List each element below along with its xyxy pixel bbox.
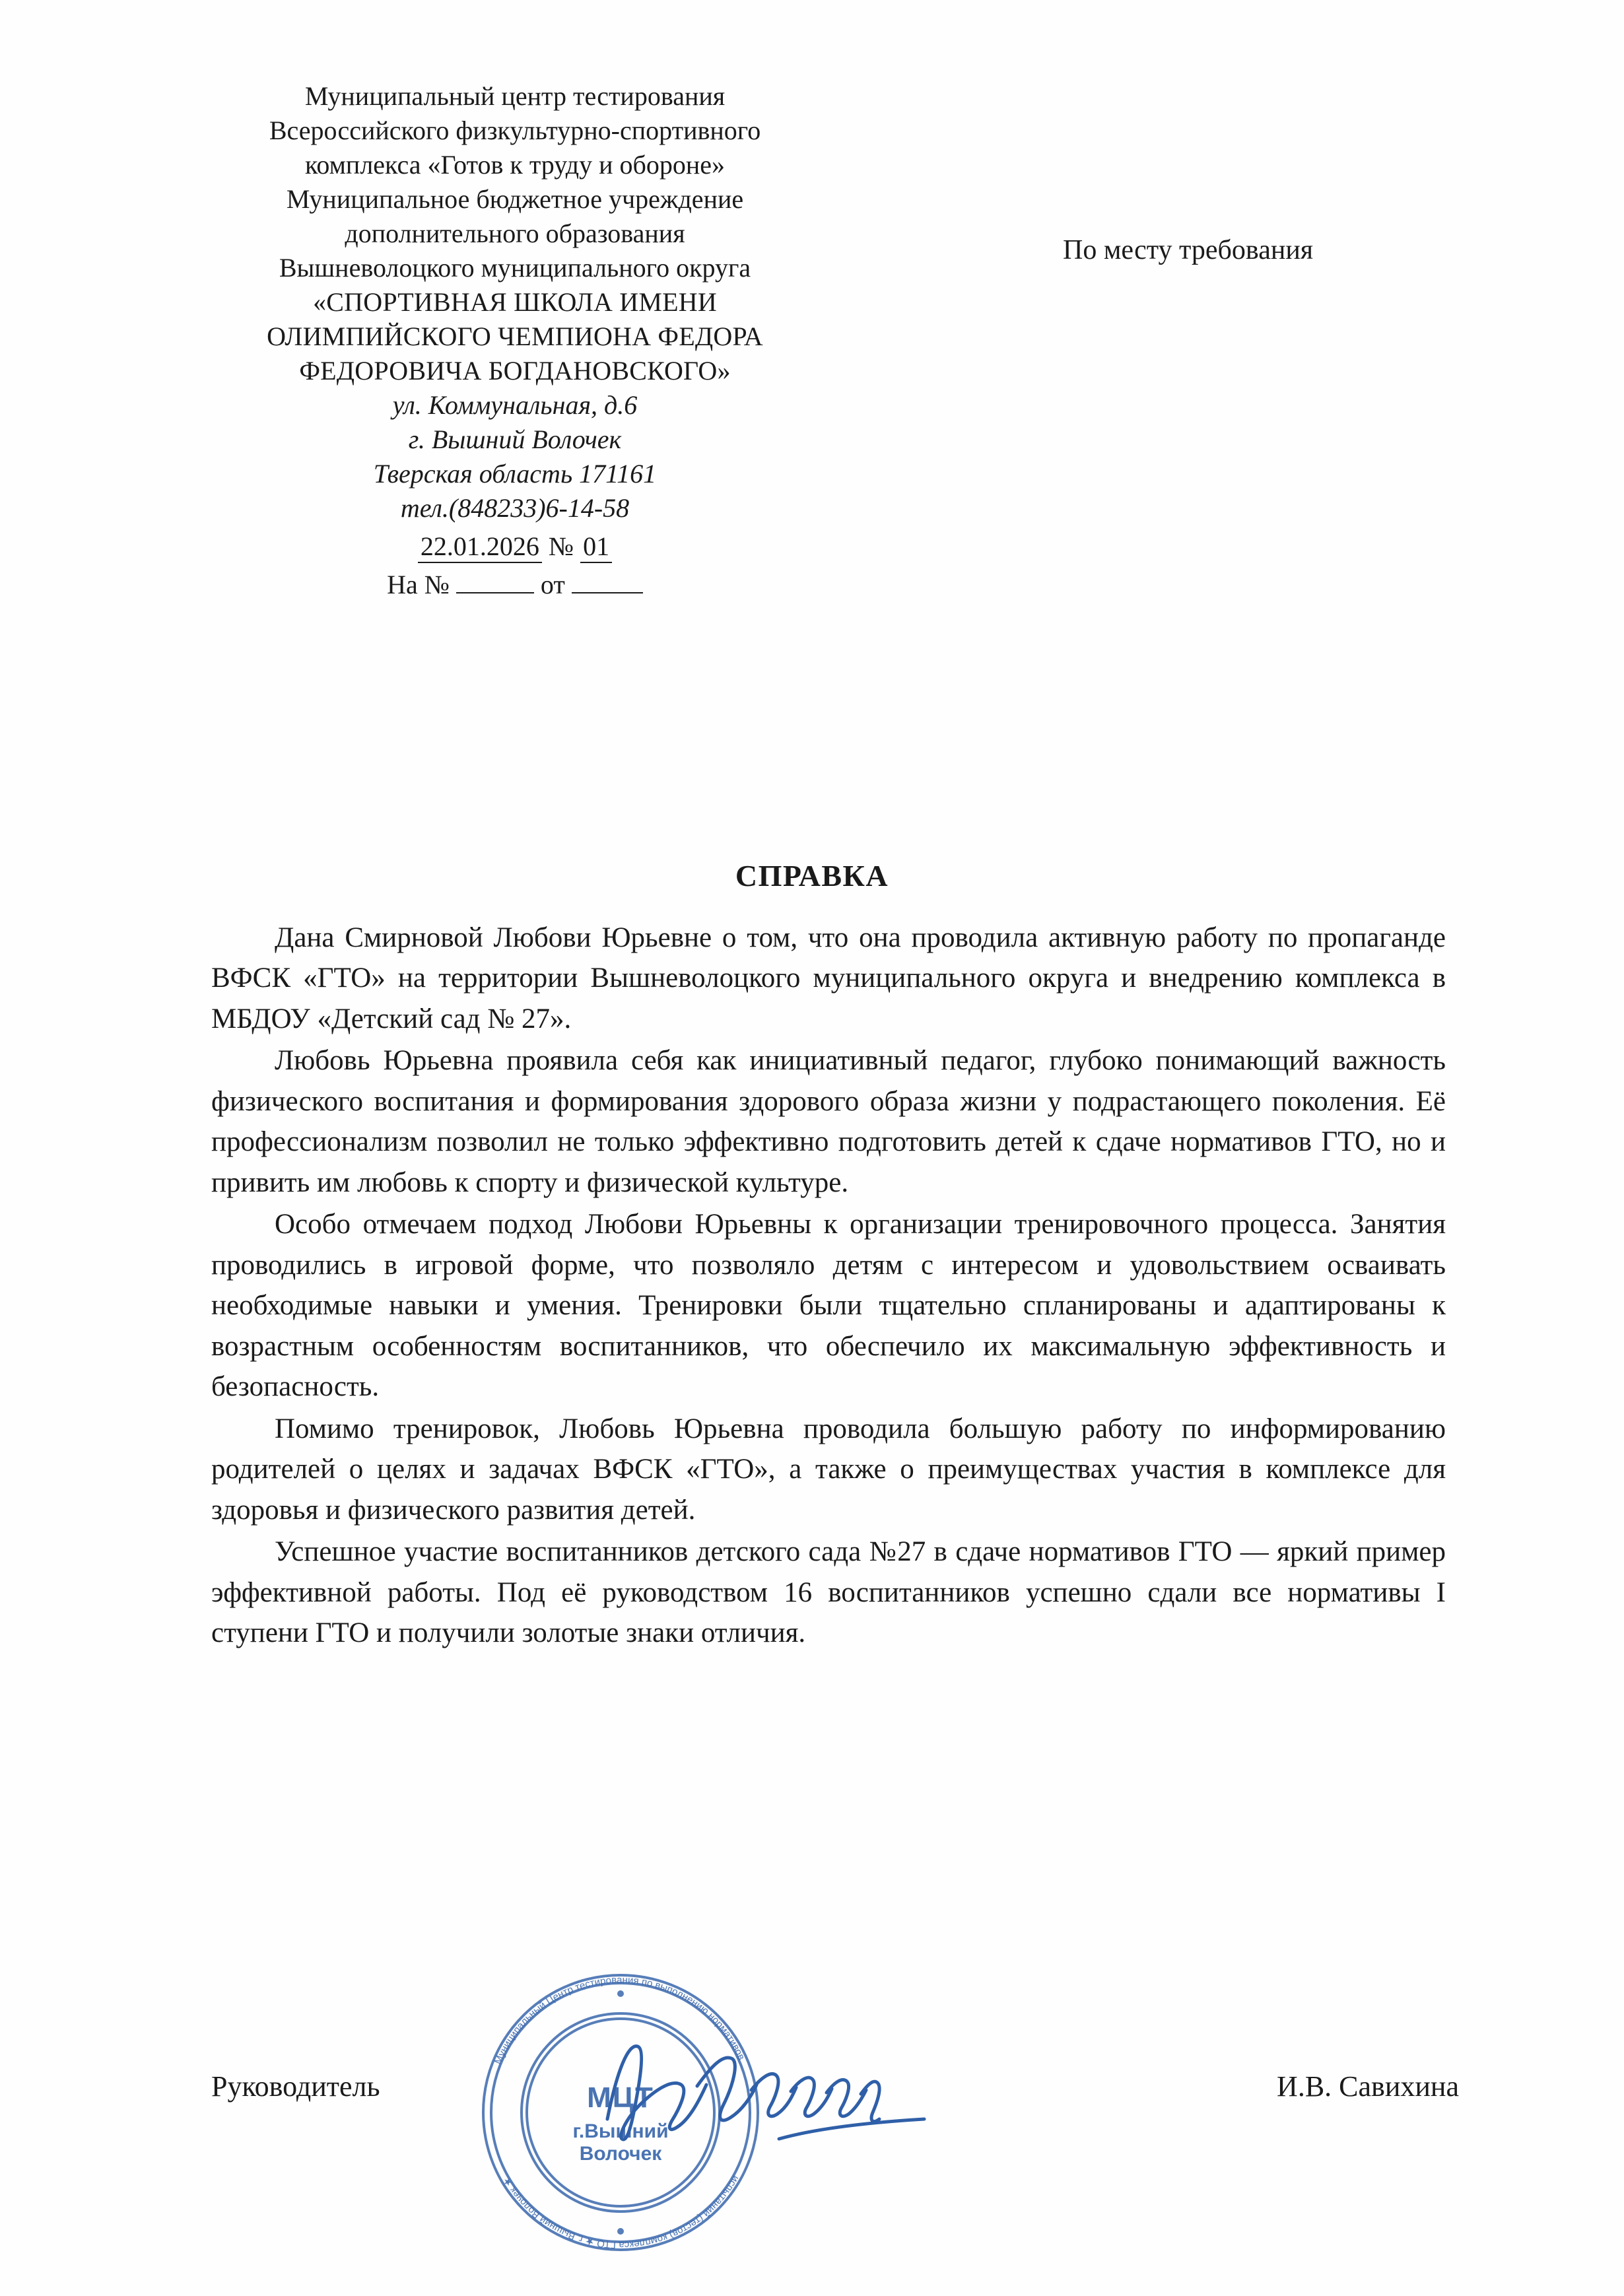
document-number: 01	[580, 531, 612, 563]
svg-text:МЦТ: МЦТ	[587, 2081, 654, 2114]
handwritten-signature	[581, 2007, 951, 2178]
letterhead-line-6: Вышневолоцкого муниципального округа	[279, 253, 751, 283]
letterhead-line-8: ОЛИМПИЙСКОГО ЧЕМПИОНА ФЕДОРА	[267, 321, 763, 351]
address-region: Тверская область 171161	[373, 459, 657, 489]
addressee: По месту требования	[1063, 235, 1314, 265]
reply-reference-row	[198, 568, 832, 602]
address-phone: тел.(848233)6-14-58	[400, 493, 630, 523]
letterhead-line-7: «СПОРТИВНАЯ ШКОЛА ИМЕНИ	[313, 287, 717, 317]
document-body	[211, 918, 1446, 1655]
reply-number-label: На №	[387, 570, 450, 599]
reply-date-blank	[572, 592, 643, 593]
document-number-label: №	[548, 531, 574, 561]
reply-date-label: от	[540, 570, 565, 599]
body-paragraph-2: Любовь Юрьевна проявила себя как инициативный педагог, глубоко понимающий важность физического воспитания и формирования здорового образа жизни у подрастающего поколения. Её профессионализм позволил не только эффективно подготовить детей к сдаче нормативов ГТО, но и привить им любовь к спорту и физической культуре.	[211, 1045, 1446, 1198]
signature-role: Руководитель	[211, 2070, 380, 2103]
reply-number-blank	[456, 592, 534, 593]
body-paragraph-5: Успешное участие воспитанников детского сада №27 в сдаче нормативов ГТО — яркий пример эффективной работы. Под её руководством 16 воспитанников успешно сдали все нормативы I ступени ГТО и получили золотые знаки отличия.	[211, 1536, 1446, 1649]
signature-name: И.В. Савихина	[1277, 2070, 1459, 2103]
letterhead-line-9: ФЕДОРОВИЧА БОГДАНОВСКОГО»	[299, 356, 731, 386]
svg-text:испытаний (тестов) комплекса Г: испытаний (тестов) комплекса ГТО ★ г. Вышний Волочек ★	[500, 2173, 742, 2251]
letterhead-line-5: дополнительного образования	[345, 219, 685, 248]
svg-text:г.Вышний: г.Вышний	[572, 2120, 669, 2142]
body-paragraph-3: Особо отмечаем подход Любови Юрьевны к организации тренировочного процесса. Занятия проводились в игровой форме, что позволяло детям с интересом и удовольствием осваивать необходимые навыки и умения. Тренировки были тщательно спланированы и адаптированы к возрастным особенностям воспитанников, что обеспечило их максимальную эффективность и безопасность.	[211, 1209, 1446, 1403]
letterhead	[198, 79, 832, 602]
letterhead-line-4: Муниципальное бюджетное учреждение	[286, 184, 744, 214]
document-date: 22.01.2026	[418, 531, 542, 563]
page-title: СПРАВКА	[735, 859, 889, 893]
letterhead-line-3: комплекса «Готов к труду и обороне»	[304, 150, 726, 180]
document-number-row	[198, 529, 832, 564]
letterhead-line-2: Всероссийского физкультурно-спортивного	[269, 116, 761, 145]
svg-text:Волочек: Волочек	[579, 2143, 662, 2165]
letterhead-line-1: Муниципальный центр тестирования	[304, 81, 726, 111]
body-paragraph-4: Помимо тренировок, Любовь Юрьевна проводила большую работу по информированию родителей о целях и задачах ВФСК «ГТО», а также о преимуществах участия в комплексе для здоровья и физического развития детей.	[211, 1413, 1446, 1526]
body-paragraph-1: Дана Смирновой Любови Юрьевне о том, что она проводила активную работу по пропаганде ВФСК «ГТО» на территории Вышневолоцкого муниципального округа и внедрению комплекса в МБДОУ «Детский сад № 27».	[211, 922, 1446, 1034]
address-street: ул. Коммунальная, д.6	[392, 390, 638, 420]
svg-text:Муниципальный Центр тестирован: Муниципальный Центр тестирования по выполнению нормативов	[492, 1974, 747, 2066]
address-city: г. Вышний Волочек	[408, 424, 622, 454]
official-stamp	[462, 1954, 779, 2271]
